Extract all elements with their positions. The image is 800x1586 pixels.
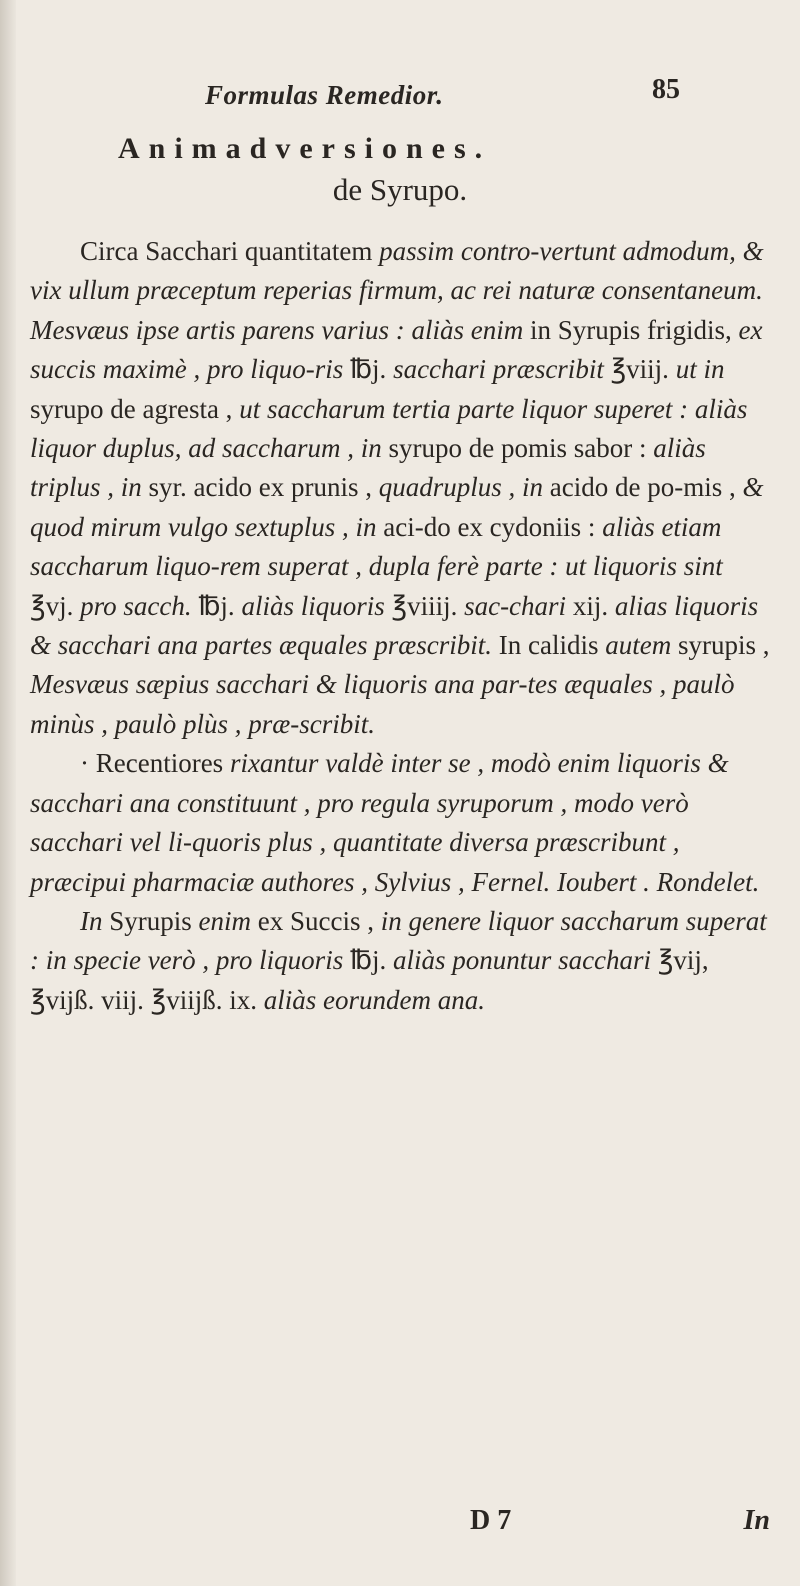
italic-text-run: Mesvæus sæpius sacchari & liquoris ana par-tes æquales , paulò minùs , paulò plùs , præ-scribit. [30, 669, 735, 739]
italic-text-run: sac-chari [464, 590, 573, 621]
roman-text-run: In calidis [498, 630, 606, 661]
page-gutter-shadow [0, 0, 16, 1586]
italic-text-run: pro sacch. [80, 590, 199, 621]
italic-text-run: ut saccharum tertia parte liquor superet : aliàs liquor duplus, ad saccharum , in [30, 393, 748, 464]
catchword: In [743, 1505, 770, 1536]
italic-text-run: aliàs liquoris [241, 590, 392, 621]
italic-text-run: in genere liquor saccharum superat : in specie verò , pro liquoris [30, 905, 767, 976]
roman-text-run: ℥vij, ℥vijß. viij. ℥viijß. ix. [30, 945, 709, 1015]
italic-text-run: In [80, 905, 110, 936]
page-number: 85 [652, 74, 680, 105]
italic-text-run: ut in [675, 354, 725, 385]
italic-text-run: passim contro-vertunt admodum, & vix ullum præceptum reperias firmum, ac rei naturæ consentaneum. Mesvæus ipse artis parens varius : aliàs enim [30, 236, 764, 345]
paragraph [30, 232, 770, 744]
italic-text-run: rixantur valdè inter se , modò enim liquoris & sacchari ana constituunt , pro regula syruporum , modo verò sacchari vel li-quoris plus , quantitate diversa præscribunt , præcipui pharmaciæ authores , Sylvius , Fernel. Ioubert . Rondelet. [30, 748, 760, 897]
section-subtitle: de Syrupo. [332, 172, 468, 207]
roman-text-run: ex Succis , [257, 905, 381, 936]
footer-line [30, 1505, 770, 1545]
paragraph [30, 744, 770, 902]
italic-text-run: aliàs ponuntur sacchari [393, 945, 658, 976]
italic-text-run: sacchari præscribit [393, 354, 611, 385]
roman-text-run: syrupo de pomis sabor : [388, 433, 654, 464]
italic-text-run: alias liquoris & sacchari ana partes æquales præscribit. [30, 590, 759, 661]
roman-text-run: ℔j. [349, 945, 394, 976]
roman-text-run: syrupo de agresta , [30, 393, 240, 424]
italic-text-run: aliàs etiam saccharum liquo-rem superat , dupla ferè parte : ut liquoris sint [30, 511, 723, 582]
italic-text-run: quadruplus , in [378, 472, 550, 503]
body-text [30, 232, 770, 1020]
roman-text-run: · Recentiores [80, 748, 230, 779]
roman-text-run: ℔j. [198, 590, 242, 621]
section-title: Animadversiones. [118, 132, 492, 165]
italic-text-run: aliàs triplus , in [30, 433, 706, 503]
italic-text-run: & quod mirum vulgo sextuplus , in [30, 472, 764, 542]
italic-text-run: ex succis maximè , pro liquo-ris [30, 314, 763, 385]
italic-text-run: autem [605, 630, 678, 661]
roman-text-run: Syrupis [109, 905, 199, 936]
roman-text-run: ℔j. [349, 354, 394, 385]
roman-text-run: Circa Sacchari quantitatem [80, 236, 380, 266]
roman-text-run: acido de po-mis , [549, 472, 743, 503]
roman-text-run: xij. [572, 590, 615, 621]
roman-text-run: ℥viij. [610, 354, 676, 385]
paragraph [30, 902, 770, 1020]
roman-text-run: in Syrupis frigidis, [529, 314, 739, 345]
italic-text-run: enim [198, 905, 258, 936]
roman-text-run: syrupis , [677, 630, 770, 661]
roman-text-run: aci-do ex cydoniis : [383, 511, 603, 542]
roman-text-run: ℥vj. [30, 590, 81, 621]
roman-text-run: ℥viiij. [391, 590, 465, 621]
italic-text-run: aliàs eorundem ana. [263, 984, 485, 1015]
running-title: Formulas Remedior. [205, 80, 444, 110]
signature-mark: D 7 [470, 1505, 512, 1536]
roman-text-run: syr. acido ex prunis , [148, 472, 379, 503]
